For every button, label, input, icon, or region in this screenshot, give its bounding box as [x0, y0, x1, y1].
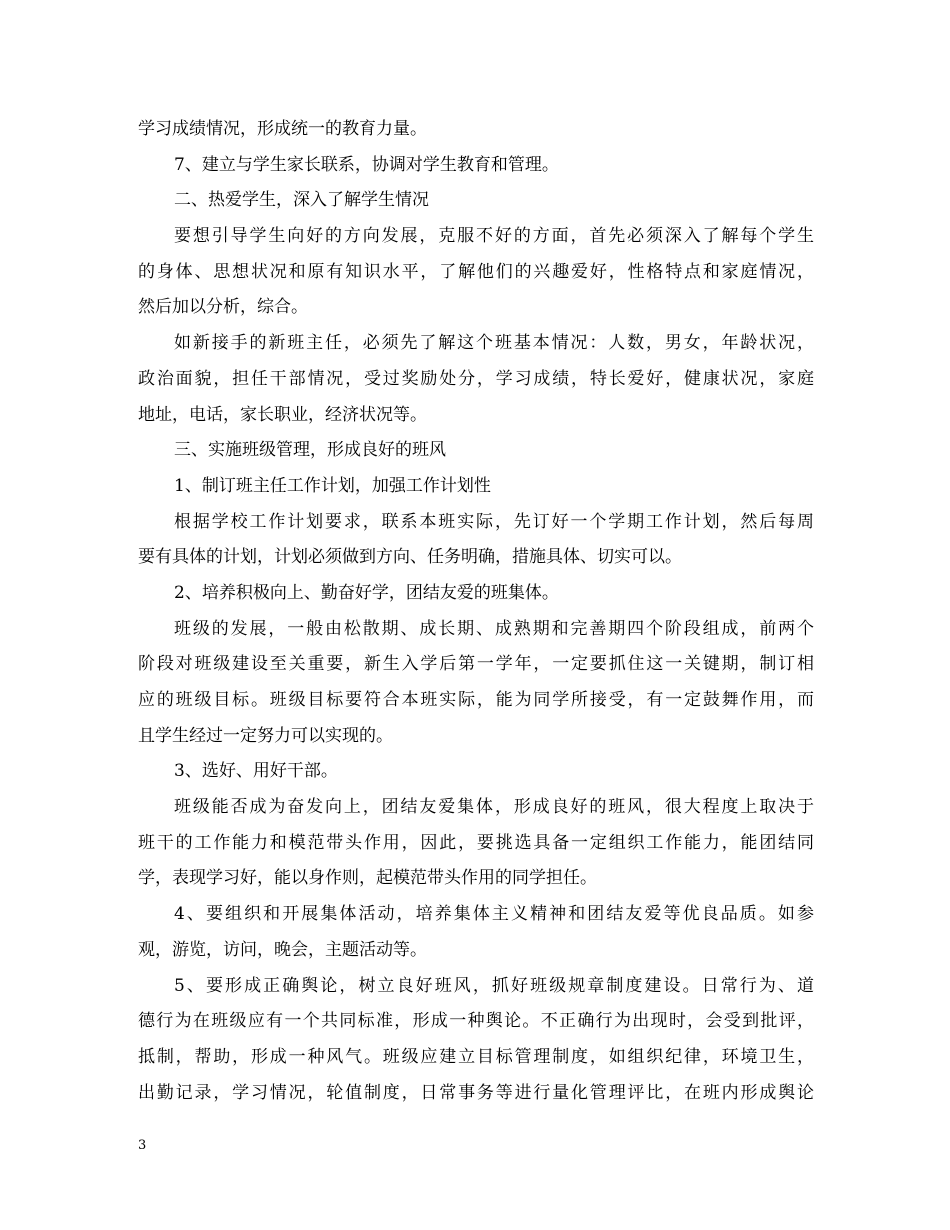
text-line: 1、制订班主任工作计划，加强工作计划性 [174, 475, 491, 496]
text-line: 应的班级目标。班级目标要符合本班实际，能为同学所接受，有一定鼓舞作用，而 [138, 690, 814, 710]
text-line: 德行为在班级应有一个共同标准，形成一种舆论。不正确行为出现时，会受到批评， [138, 1011, 814, 1032]
text-line: 地址，电话，家长职业，经济状况等。 [138, 404, 427, 425]
text-line: 且学生经过一定努力可以实现的。 [138, 725, 393, 746]
text-line: 出勤记录，学习情况，轮值制度，日常事务等进行量化管理评比，在班内形成舆论 [138, 1082, 814, 1103]
text-line: 如新接手的新班主任，必须先了解这个班基本情况：人数，男女，年龄状况， [174, 333, 814, 354]
text-line: 5、要形成正确舆论，树立良好班风，抓好班级规章制度建设。日常行为、道 [174, 975, 814, 996]
text-line: 抵制，帮助，形成一种风气。班级应建立目标管理制度，如组织纪律，环境卫生， [138, 1046, 814, 1067]
text-line: 班干的工作能力和模范带头作用，因此，要挑选具备一定组织工作能力，能团结同 [138, 832, 814, 853]
document-body [138, 112, 814, 1111]
text-line: 要想引导学生向好的方向发展，克服不好的方面，首先必须深入了解每个学生 [174, 226, 814, 247]
text-line: 4、要组织和开展集体活动，培养集体主义精神和团结友爱等优良品质。如参 [174, 904, 814, 925]
text-line: 要有具体的计划，计划必须做到方向、任务明确，措施具体、切实可以。 [138, 547, 682, 568]
text-line: 2、培养积极向上、勤奋好学，团结友爱的班集体。 [174, 582, 559, 603]
text-line: 班级能否成为奋发向上，团结友爱集体，形成良好的班风，很大程度上取决于 [174, 797, 814, 818]
text-line: 二、热爱学生，深入了解学生情况 [174, 190, 429, 211]
text-line: 学，表现学习好，能以身作则，起模范带头作用的同学担任。 [138, 868, 597, 889]
text-line: 观，游览，访问，晚会，主题活动等。 [138, 939, 427, 960]
text-line: 的身体、思想状况和原有知识水平，了解他们的兴趣爱好，性格特点和家庭情况， [138, 261, 814, 282]
text-line: 三、实施班级管理，形成良好的班风 [174, 440, 446, 461]
text-line: 根据学校工作计划要求，联系本班实际，先订好一个学期工作计划，然后每周 [174, 511, 814, 532]
text-line: 3、选好、用好干部。 [174, 761, 338, 782]
text-line: 政治面貌，担任干部情况，受过奖励处分，学习成绩，特长爱好，健康状况，家庭 [138, 368, 814, 389]
text-line: 然后加以分析，综合。 [138, 297, 308, 318]
text-line: 阶段对班级建设至关重要，新生入学后第一学年，一定要抓住这一关键期，制订相 [138, 654, 814, 675]
text-line: 7、建立与学生家长联系，协调对学生教育和管理。 [174, 154, 559, 175]
text-line: 学习成绩情况，形成统一的教育力量。 [138, 119, 427, 139]
text-line: 班级的发展，一般由松散期、成长期、成熟期和完善期四个阶段组成，前两个 [174, 618, 814, 639]
page-number: 3 [138, 1138, 147, 1153]
